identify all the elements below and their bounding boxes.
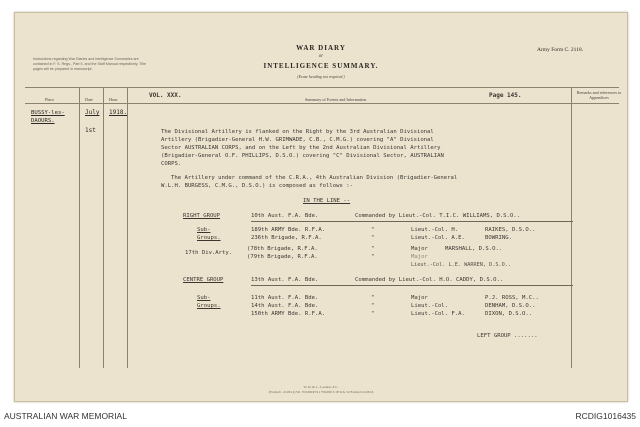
entry-place: BUSSY-les-DAOURS. xyxy=(31,110,65,124)
right-row-2-ditto: " xyxy=(371,235,375,241)
in-the-line-heading: IN THE LINE -- xyxy=(303,198,351,204)
column-divider-date xyxy=(103,88,104,368)
printer-imprint xyxy=(15,385,627,394)
centre-row-3-rank: Lieut.-Col. F.A. xyxy=(411,311,465,317)
right-row-2-rank: Lieut.-Col. A.E. xyxy=(411,235,465,241)
centre-group-unit: 13th Aust. F.A. Bde. xyxy=(251,277,319,283)
centre-row-2-name: DENHAM, D.S.O.. xyxy=(485,303,536,309)
column-header-remarks: Remarks and references to Appendices xyxy=(576,90,622,100)
centre-group-rule xyxy=(251,285,573,286)
centre-row-2-rank: Lieut.-Col. xyxy=(411,303,449,309)
right-row-1-name: RAIKES, D.S.O.. xyxy=(485,227,536,233)
right-group-unit: 10th Aust. F.A. Bde. xyxy=(251,213,319,219)
right-row-3-unit: (78th Brigade, R.F.A. xyxy=(247,246,318,252)
centre-row-1-rank: Major xyxy=(411,295,428,301)
instructions-note: Instructions regarding War Diaries and Intelligence Summaries are contained in F. S. Regs., Part II. and the Staff Manual respectively. Title pages will be prepared in manuscript. xyxy=(33,57,146,71)
right-sub-label-1: Sub- xyxy=(197,227,211,233)
para1-line3: Sector AUSTRALIAN CORPS, and on the Left by the 2nd Australian Divisional Artillery xyxy=(161,145,441,151)
centre-row-2-ditto: " xyxy=(371,303,375,309)
printer-line-2: (Forms/C. 2118/12) Wt. W5299/P741 750,000 3/18 Sch. 52 Forms/C2118/16 xyxy=(268,389,374,394)
right-row-1-rank: Lieut.-Col. H. xyxy=(411,227,459,233)
right-group-rule xyxy=(251,221,573,222)
right-row-2-unit: 236th Brigade, R.F.A. xyxy=(251,235,322,241)
centre-sub-label-1: Sub- xyxy=(197,295,211,301)
column-divider-summary xyxy=(571,88,572,368)
right-row-3-rank: Major xyxy=(411,246,428,252)
right-group-commander: Commanded by Lieut.-Col. T.I.C. WILLIAMS, D.S.O.. xyxy=(355,213,521,219)
centre-sub-label-2: Groups. xyxy=(197,303,221,309)
column-header-place: Place xyxy=(45,97,55,102)
para1-line5: CORPS. xyxy=(161,161,182,167)
left-group-label: LEFT GROUP ....... xyxy=(477,333,538,339)
form-title-or: or xyxy=(318,54,324,59)
header-bottom-rule xyxy=(25,103,619,104)
printer-line-1: W. D. & L., London, E.C. xyxy=(303,385,339,389)
entry-day: 1st xyxy=(85,127,96,134)
right-row-4-name: Lieut.-Col. L.E. WARREN, D.S.O.. xyxy=(411,262,511,268)
column-header-date: Date xyxy=(85,97,93,102)
para1-line1: The Divisional Artillery is flanked on the Right by the 3rd Australian Divisional xyxy=(161,129,434,135)
centre-group-label: CENTRE GROUP xyxy=(183,277,224,283)
form-title-intelligence-summary: INTELLIGENCE SUMMARY. xyxy=(263,62,379,70)
centre-row-1-ditto: " xyxy=(371,295,375,301)
column-divider-place xyxy=(79,88,80,368)
army-form-number: Army Form C. 2118. xyxy=(537,47,584,53)
diary-page xyxy=(14,12,628,402)
centre-group-commander: Commanded by Lieut.-Col. H.O. CADDY, D.S.O.. xyxy=(355,277,504,283)
right-row-2-name: BOWRING. xyxy=(485,235,512,241)
centre-row-1-unit: 11th Aust. F.A. Bde. xyxy=(251,295,319,301)
centre-row-3-name: DIXON, D.S.O.. xyxy=(485,311,533,317)
para1-line4: (Brigadier-General O.F. PHILLIPS, D.S.O.) covering "C" Divisional Sector, AUSTRALIAN xyxy=(161,153,444,159)
centre-row-2-unit: 14th Aust. F.A. Bde. xyxy=(251,303,319,309)
footer-record-id: RCDIG1016435 xyxy=(575,411,636,421)
centre-row-1-name: P.J. ROSS, M.C.. xyxy=(485,295,539,301)
column-divider-hour xyxy=(127,88,128,368)
right-row-4-unit: (79th Brigade, R.F.A. xyxy=(247,254,318,260)
right-sub-label-2: Groups. xyxy=(197,235,221,241)
right-row-3-name: MARSHALL, D.S.O.. xyxy=(445,246,503,252)
erase-heading-note: (Erase heading not required.) xyxy=(297,74,345,79)
right-row-1-unit: 189th ARMY Bde. R.F.A. xyxy=(251,227,326,233)
form-title-war-diary: WAR DIARY xyxy=(296,44,346,52)
entry-month: July xyxy=(85,109,100,116)
column-header-summary: Summary of Events and Information xyxy=(305,97,367,102)
column-header-hour: Hour xyxy=(109,97,118,102)
volume-number: VOL. XXX. xyxy=(149,92,182,99)
right-row-4-rank: Major xyxy=(411,254,428,260)
para2-line1: The Artillery under command of the C.R.A., 4th Australian Division (Brigadier-General xyxy=(171,175,458,181)
right-row-4-ditto: " xyxy=(371,254,375,260)
header-top-rule xyxy=(25,87,619,88)
para2-line2: W.L.H. BURGESS, C.M.G., D.S.O.) is composed as follows :- xyxy=(161,183,353,189)
right-div-label: 17th Div.Arty. xyxy=(185,250,233,256)
right-row-1-ditto: " xyxy=(371,227,375,233)
right-group-label: RIGHT GROUP xyxy=(183,213,221,219)
right-row-3-ditto: " xyxy=(371,246,375,252)
entry-year: 1918. xyxy=(109,109,128,116)
centre-row-3-unit: 150th ARMY Bde. R.F.A. xyxy=(251,311,326,317)
para1-line2: Artillery (Brigadier-General H.W. GRIMWADE, C.B., C.M.G.) covering "A" Divisional xyxy=(161,137,434,143)
page-number: Page 145. xyxy=(489,92,522,99)
centre-row-3-ditto: " xyxy=(371,311,375,317)
footer-credit: AUSTRALIAN WAR MEMORIAL xyxy=(4,411,127,421)
